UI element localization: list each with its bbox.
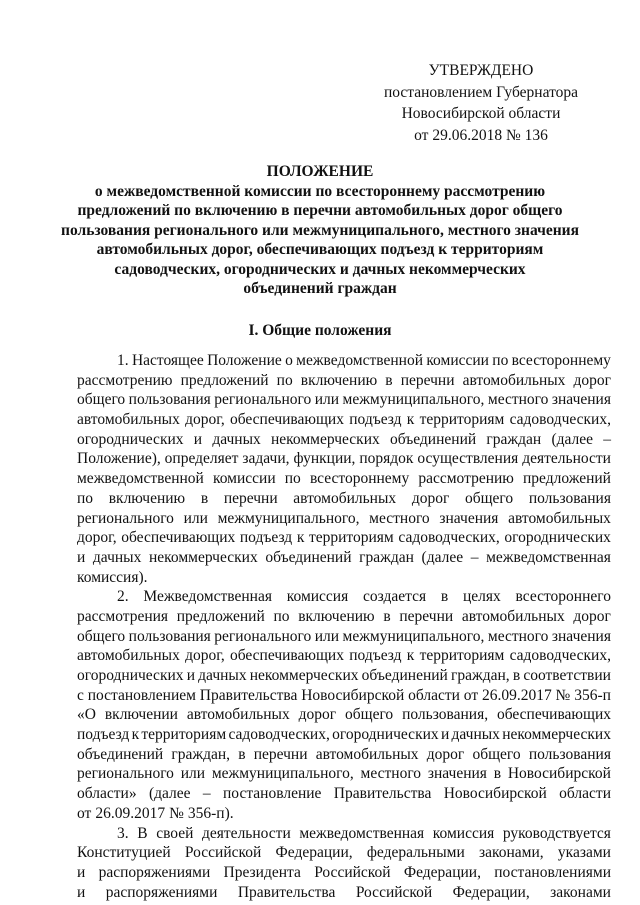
- body-line: регионального или межмуниципального, местного значения автомобильных: [77, 509, 611, 527]
- body-line: объединений граждан, в перечни автомобильных дорог общего пользования: [77, 745, 611, 763]
- title-line: пользования регионального или межмуниципального, местного значения: [61, 221, 579, 239]
- body-line: и распоряжениями Правительства Российской Федерации, законами: [77, 883, 611, 901]
- body-line: с постановлением Правительства Новосибирской области от 26.09.2017 № 356-п: [77, 686, 611, 704]
- body-line: автомобильных дорог, обеспечивающих подъезд к территориям садоводческих,: [77, 411, 611, 429]
- body-line: по включению в перечни автомобильных дорог общего пользования: [77, 489, 611, 507]
- body-line: комиссия).: [77, 568, 148, 586]
- section-heading: I. Общие положения: [248, 322, 392, 339]
- approval-line-4: от 29.06.2018 № 136: [414, 126, 548, 144]
- title-line: автомобильных дорог, обеспечивающих подъезд к территориям: [96, 241, 544, 258]
- body-line: и дачных некоммерческих объединений граждан (далее – межведомственная: [77, 548, 611, 566]
- body-text: [77, 351, 611, 902]
- body-line: огороднических и дачных некоммерческих объединений граждан, в соответствии: [77, 667, 611, 684]
- body-line: общего пользования регионального или межмуниципального, местного значения: [77, 391, 611, 409]
- body-line: от 26.09.2017 № 356-п).: [77, 804, 234, 822]
- body-line: 1. Настоящее Положение о межведомственной комиссии по всестороннему: [117, 352, 611, 369]
- body-line: рассмотрению предложений по включению в перечни автомобильных дорог: [77, 371, 611, 389]
- body-line: огороднических и дачных некоммерческих объединений граждан (далее –: [77, 430, 611, 448]
- body-line: 2. Межведомственная комиссия создается в целях всестороннего: [117, 588, 611, 606]
- body-line: 3. В своей деятельности межведомственная комиссия руководствуется: [117, 824, 611, 842]
- body-line: и распоряжениями Президента Российской Федерации, постановлениями: [77, 863, 611, 881]
- body-line: Положение), определяет задачи, функции, порядок осуществления деятельности: [77, 450, 611, 468]
- approval-line-2: постановлением Губернатора: [383, 83, 579, 101]
- title-heading: ПОЛОЖЕНИЕ: [266, 163, 374, 180]
- body-line: дорог, обеспечивающих подъезд к территориям садоводческих, огороднических: [77, 529, 611, 547]
- body-line: подъезд к территориям садоводческих, огороднических и дачных некоммерческих: [77, 726, 611, 744]
- body-line: автомобильных дорог, обеспечивающих подъезд к территориям садоводческих,: [77, 647, 611, 665]
- body-line: «О включении автомобильных дорог общего пользования, обеспечивающих: [77, 706, 611, 724]
- document-title: [60, 162, 580, 299]
- body-line: межведомственной комиссии по всестороннему рассмотрению предложений: [77, 470, 611, 488]
- body-line: общего пользования регионального или межмуниципального, местного значения: [77, 627, 611, 645]
- approval-line-1: УТВЕРЖДЕНО: [428, 62, 534, 79]
- body-line: рассмотрения предложений по включению в перечни автомобильных дорог: [77, 607, 611, 625]
- body-line: Конституцией Российской Федерации, федеральными законами, указами: [77, 844, 611, 862]
- title-line: садоводческих, огороднических и дачных некоммерческих: [114, 260, 526, 278]
- title-line: о межведомственной комиссии по всестороннему рассмотрению: [94, 182, 546, 200]
- approval-stamp: [350, 60, 612, 146]
- body-line: регионального или межмуниципального, местного значения в Новосибирской: [77, 765, 611, 783]
- body-line: области» (далее – постановление Правительства Новосибирской области: [77, 785, 611, 803]
- approval-line-3: Новосибирской области: [401, 105, 561, 122]
- title-line: объединений граждан: [243, 280, 397, 297]
- title-line: предложений по включению в перечни автомобильных дорог общего: [77, 202, 563, 219]
